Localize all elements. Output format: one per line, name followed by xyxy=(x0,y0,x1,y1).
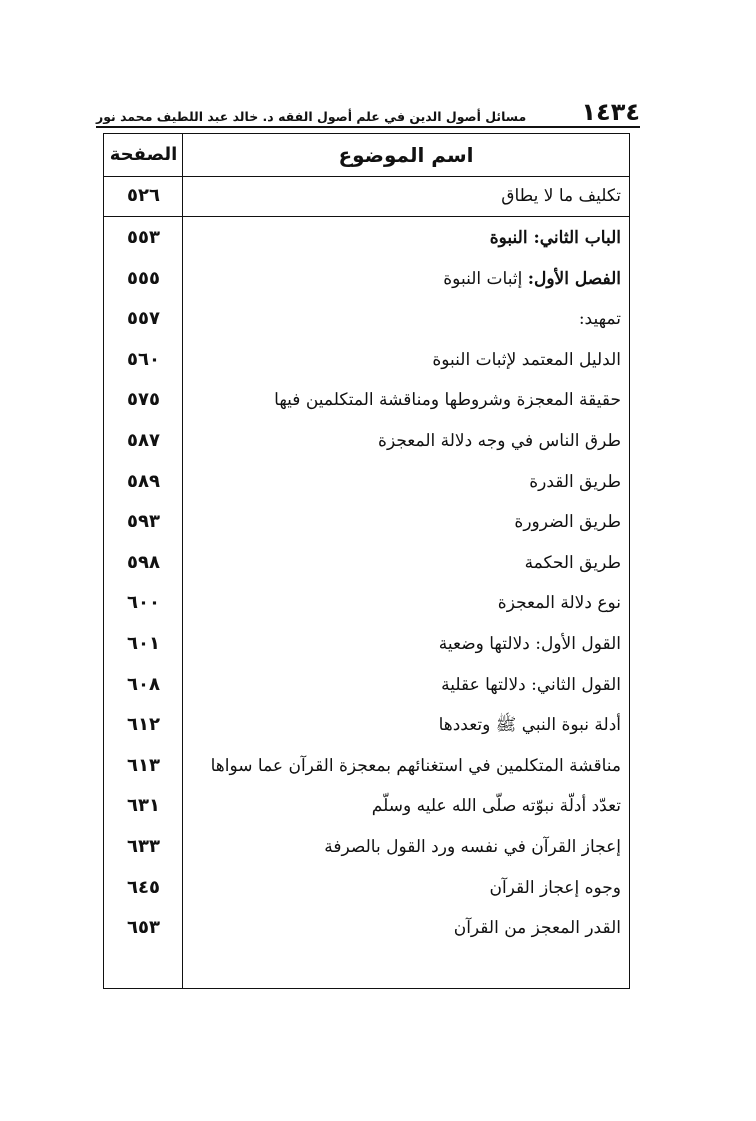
page-ref: ٦٤٥ xyxy=(127,876,160,898)
topic-title: الباب الثاني: النبوة xyxy=(489,228,621,248)
topic-title: طريق القدرة xyxy=(529,471,621,492)
topic-title: القول الأول: دلالتها وضعية xyxy=(438,634,621,654)
topic-title: نوع دلالة المعجزة xyxy=(497,593,621,614)
section-separator xyxy=(104,216,629,217)
table-row xyxy=(104,299,629,339)
topic-column-header: اسم الموضوع xyxy=(338,143,474,167)
page-ref: ٥٨٧ xyxy=(127,430,160,451)
table-row xyxy=(104,665,629,705)
page-ref: ٦٣١ xyxy=(127,795,160,817)
topic-title: طريق الحكمة xyxy=(524,552,621,573)
table-row xyxy=(104,543,629,583)
topic-title: طريق الضرورة xyxy=(514,512,621,533)
page-header xyxy=(96,98,640,128)
table-row xyxy=(104,218,629,258)
topic-title: طرق الناس في وجه دلالة المعجزة xyxy=(378,431,621,451)
topic-title: مناقشة المتكلمين في استغنائهم بمعجزة القرآن عما سواها xyxy=(210,755,621,776)
table-of-contents xyxy=(103,133,630,989)
table-row xyxy=(104,583,629,623)
page-ref: ٥٩٣ xyxy=(127,511,160,533)
page-column-header: الصفحة xyxy=(109,144,178,165)
page-ref: ٥٨٩ xyxy=(127,470,160,492)
table-header-row xyxy=(104,134,629,177)
page-number: ١٤٣٤ xyxy=(581,98,640,126)
page-ref: ٦٠٨ xyxy=(127,673,160,695)
page-ref: ٥٦٠ xyxy=(127,348,160,370)
table-row xyxy=(104,340,629,380)
topic-rest: إثبات النبوة xyxy=(443,268,528,289)
topic-title: حقيقة المعجزة وشروطها ومناقشة المتكلمين فيها xyxy=(274,390,621,411)
page-ref: ٦١٢ xyxy=(127,714,160,736)
page-ref: ٦٠١ xyxy=(127,633,160,654)
topic-title: الدليل المعتمد لإثبات النبوة xyxy=(432,349,621,370)
topic-title: القدر المعجز من القرآن xyxy=(453,918,621,939)
table-row xyxy=(104,462,629,502)
table-row xyxy=(104,868,629,908)
page-ref: ٦٥٣ xyxy=(127,917,160,939)
topic-title xyxy=(191,259,621,299)
running-title: مسائل أصول الدين في علم أصول الفقه د. خالد عبد اللطيف محمد نور xyxy=(96,109,527,124)
page-ref: ٥٥٧ xyxy=(127,308,160,330)
table-row xyxy=(104,908,629,948)
page-ref: ٥٥٥ xyxy=(127,267,160,289)
table-row xyxy=(104,705,629,745)
table-row xyxy=(104,380,629,420)
topic-title: إعجاز القرآن في نفسه ورد القول بالصرفة xyxy=(324,837,621,857)
table-row xyxy=(104,502,629,542)
topic-title: أدلة نبوة النبي ﷺ وتعددها xyxy=(438,715,621,736)
table-row xyxy=(104,624,629,664)
topic-title: تمهيد: xyxy=(578,309,621,330)
topic-lead: الفصل الأول: xyxy=(527,268,621,289)
table-row xyxy=(104,827,629,867)
topic-title: تكليف ما لا يطاق xyxy=(501,186,621,206)
page-ref: ٥٩٨ xyxy=(127,551,160,573)
page-ref: ٥٢٦ xyxy=(127,185,160,206)
page-ref: ٦١٣ xyxy=(127,754,160,776)
topic-title: وجوه إعجاز القرآن xyxy=(489,877,621,898)
table-row xyxy=(104,786,629,826)
topic-title: تعدّد أدلّة نبوّته صلّى الله عليه وسلّم xyxy=(371,796,621,817)
topic-title: القول الثاني: دلالتها عقلية xyxy=(441,674,621,695)
table-row xyxy=(104,259,629,299)
page-ref: ٥٥٣ xyxy=(127,227,160,248)
page-ref: ٥٧٥ xyxy=(127,389,160,411)
page-ref: ٦٣٣ xyxy=(127,836,160,857)
page-ref: ٦٠٠ xyxy=(127,592,160,614)
table-row xyxy=(104,176,629,216)
table-row xyxy=(104,746,629,786)
table-row xyxy=(104,421,629,461)
